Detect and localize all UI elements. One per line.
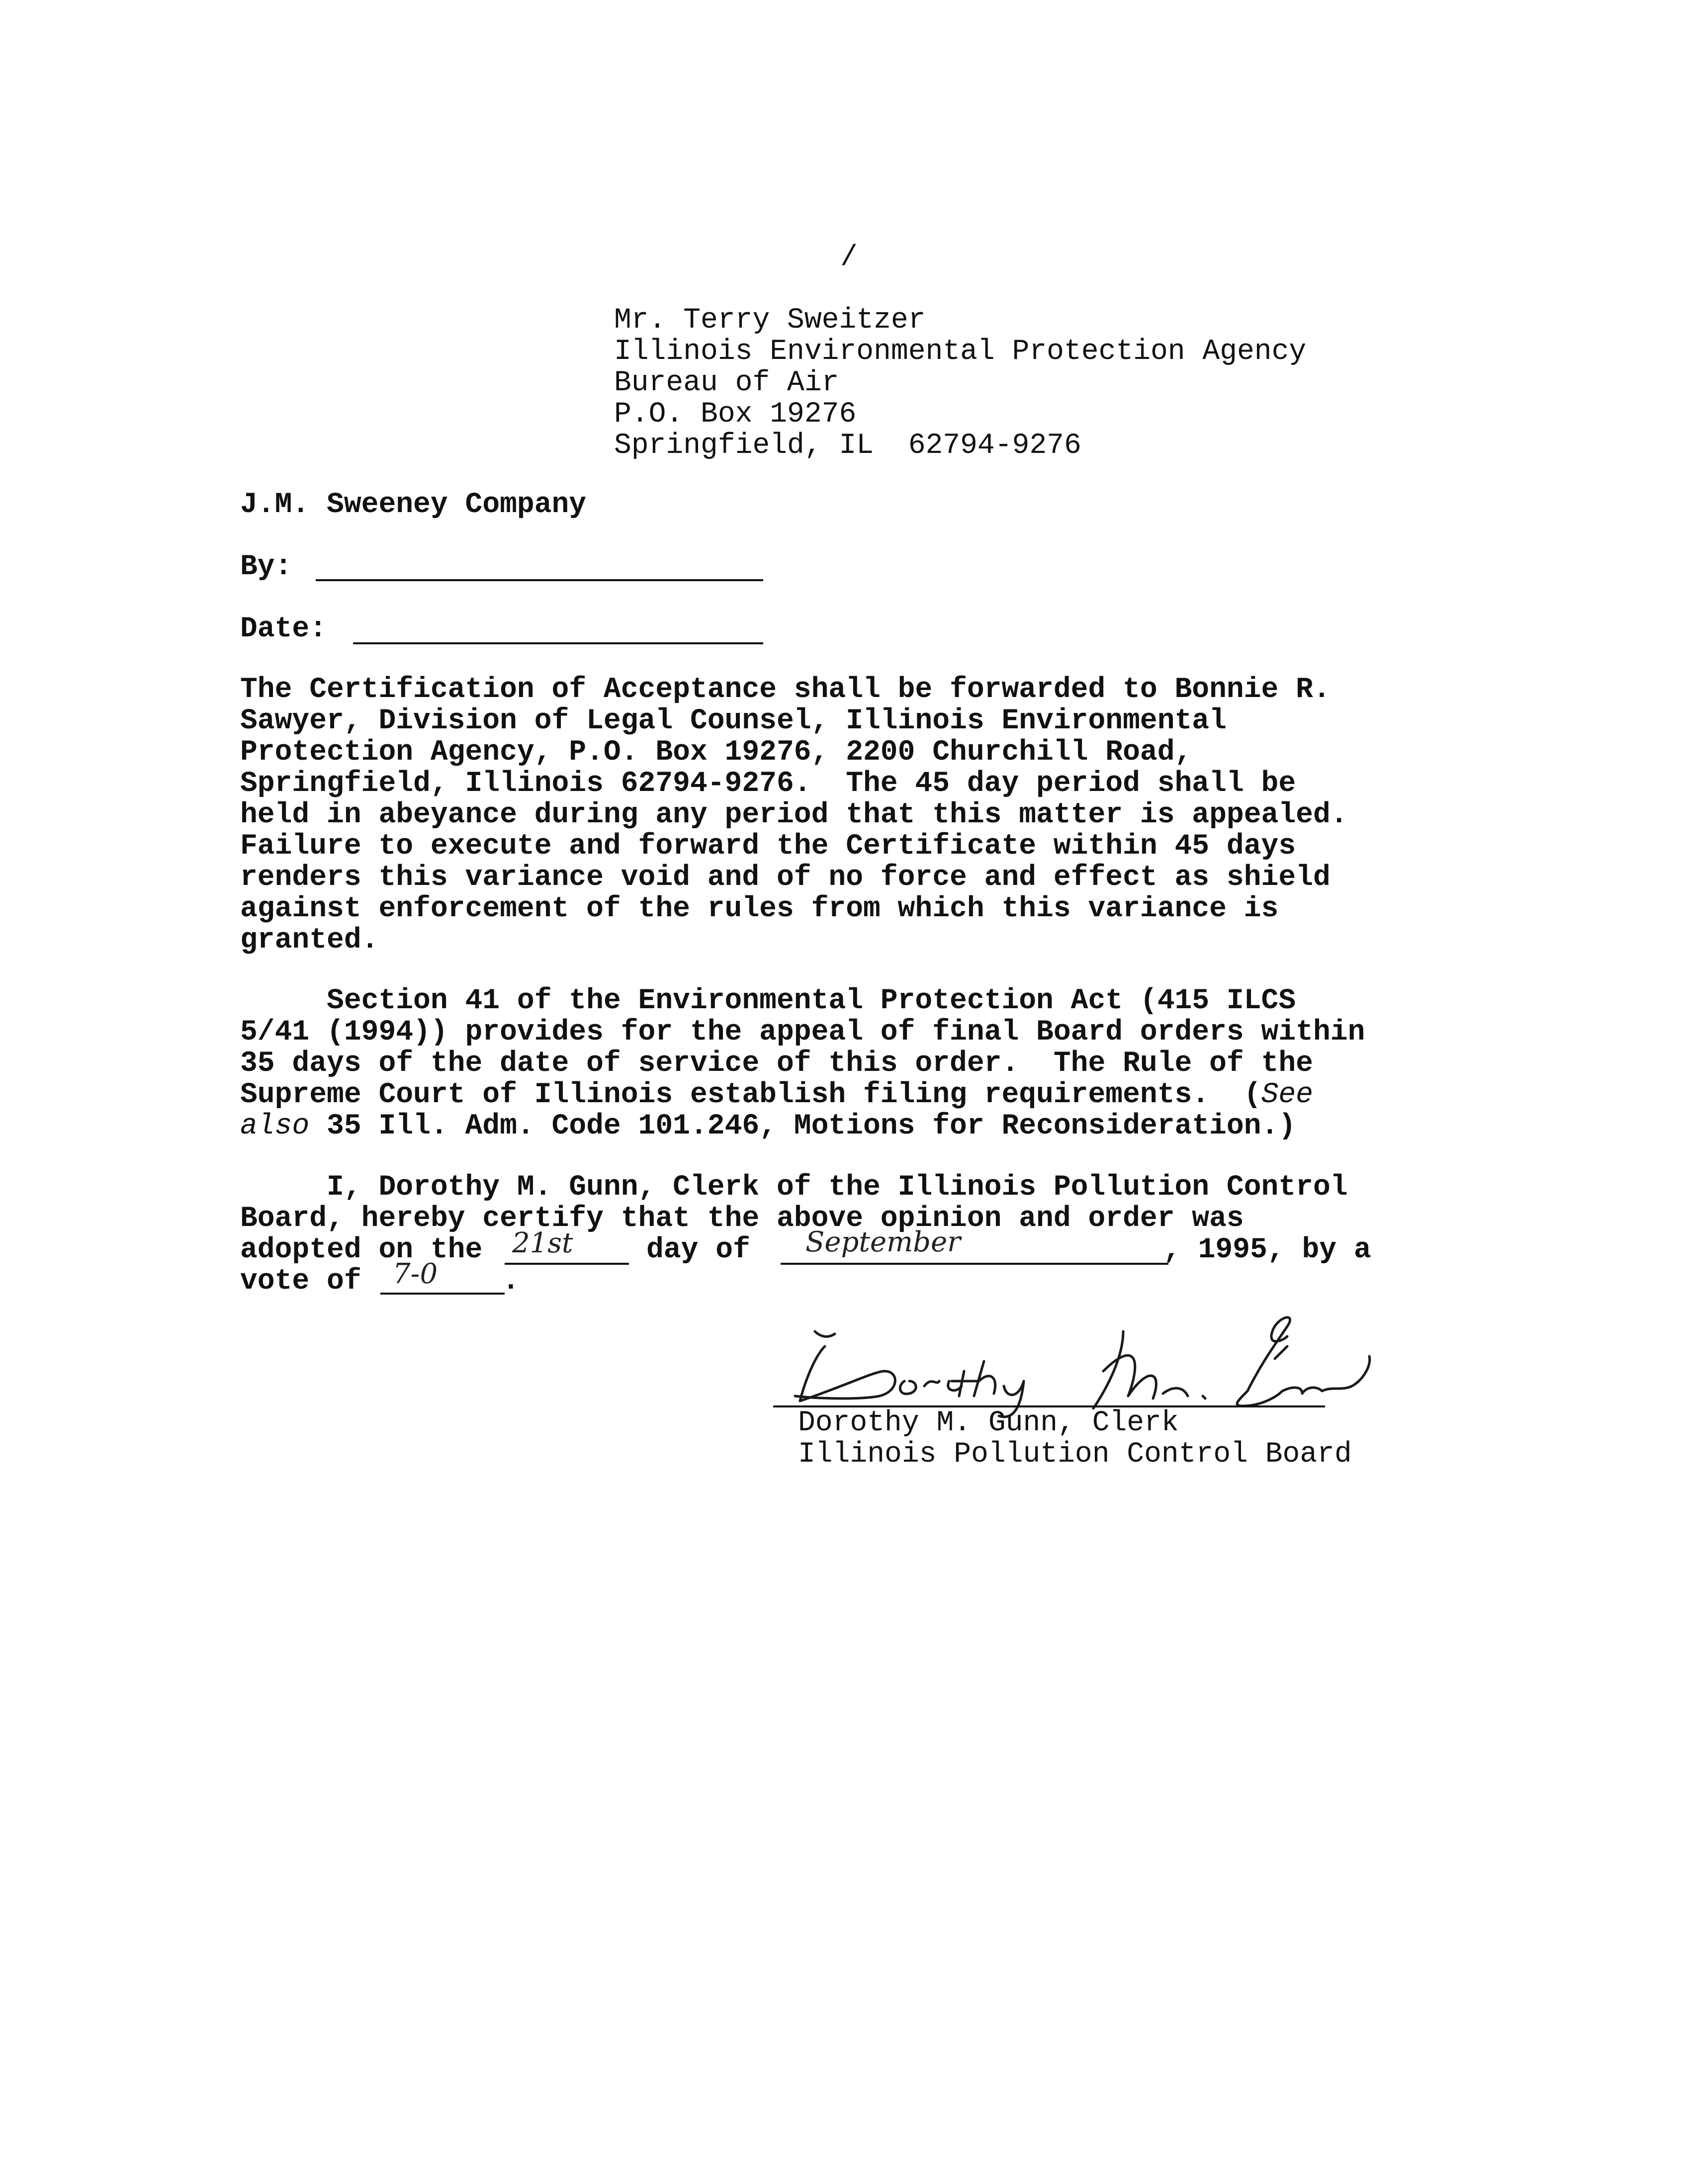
page-mark: / [840, 242, 858, 274]
cert-line-5: held in abeyance during any period that this matter is appealed. [240, 799, 1348, 831]
addressee-line-bureau: Bureau of Air [614, 367, 839, 399]
month-blank-line [781, 1263, 1168, 1265]
handwritten-signature [776, 1303, 1392, 1412]
clerk-line-3-mid: day of [646, 1234, 750, 1266]
addressee-line-name: Mr. Terry Sweitzer [614, 304, 926, 337]
addressee-line-agency: Illinois Environmental Protection Agency [614, 336, 1307, 368]
vote-blank-line [380, 1293, 505, 1295]
handwritten-day: 21st [512, 1227, 573, 1259]
cert-line-6: Failure to execute and forward the Certificate within 45 days [240, 830, 1296, 863]
cert-line-9: granted. [240, 924, 379, 957]
clerk-line-3-start: adopted on the [240, 1234, 483, 1266]
cert-line-4: Springfield, Illinois 62794-9276. The 45 day period shall be [240, 768, 1296, 800]
handwritten-month: September [805, 1226, 961, 1258]
appeal-line-2: 5/41 (1994)) provides for the appeal of final Board orders within [240, 1016, 1365, 1048]
appeal-line-1: Section 41 of the Environmental Protection Act (415 ILCS [240, 985, 1296, 1017]
clerk-line-4-end: . [502, 1265, 520, 1298]
cert-line-3: Protection Agency, P.O. Box 19276, 2200 Churchill Road, [240, 736, 1192, 769]
date-line [353, 642, 763, 644]
clerk-line-3-end: , 1995, by a [1163, 1234, 1371, 1266]
appeal-line-3: 35 days of the date of service of this order. The Rule of the [240, 1048, 1313, 1080]
appeal-line-5 [240, 1111, 1296, 1142]
addressee-line-pobox: P.O. Box 19276 [614, 398, 857, 431]
date-label: Date: [240, 613, 327, 645]
addressee-line-city: Springfield, IL 62794-9276 [614, 430, 1081, 462]
handwritten-vote: 7-0 [393, 1258, 438, 1290]
signer-name: Dorothy M. Gunn, Clerk [798, 1407, 1179, 1439]
signer-board: Illinois Pollution Control Board [798, 1438, 1352, 1471]
appeal-line-4-text: Supreme Court of Illinois establish filing requirements. ( [240, 1079, 1261, 1111]
day-blank-line [505, 1263, 629, 1265]
company-name: J.M. Sweeney Company [240, 489, 587, 521]
see-italic: See [1261, 1079, 1313, 1111]
clerk-line-1: I, Dorothy M. Gunn, Clerk of the Illinois Pollution Control [240, 1171, 1348, 1204]
cert-line-7: renders this variance void and of no force and effect as shield [240, 862, 1331, 894]
cert-line-8: against enforcement of the rules from which this variance is [240, 893, 1279, 925]
by-signature-line [316, 579, 763, 581]
also-italic: also [240, 1110, 310, 1142]
cert-line-1: The Certification of Acceptance shall be forwarded to Bonnie R. [240, 674, 1331, 706]
by-label: By: [240, 551, 292, 583]
appeal-line-4 [240, 1080, 1313, 1111]
clerk-line-2: Board, hereby certify that the above opinion and order was [240, 1203, 1244, 1235]
cert-line-2: Sawyer, Division of Legal Counsel, Illinois Environmental [240, 705, 1227, 737]
clerk-line-4-start: vote of [240, 1265, 361, 1298]
appeal-line-5-text: 35 Ill. Adm. Code 101.246, Motions for Reconsideration.) [309, 1110, 1296, 1142]
